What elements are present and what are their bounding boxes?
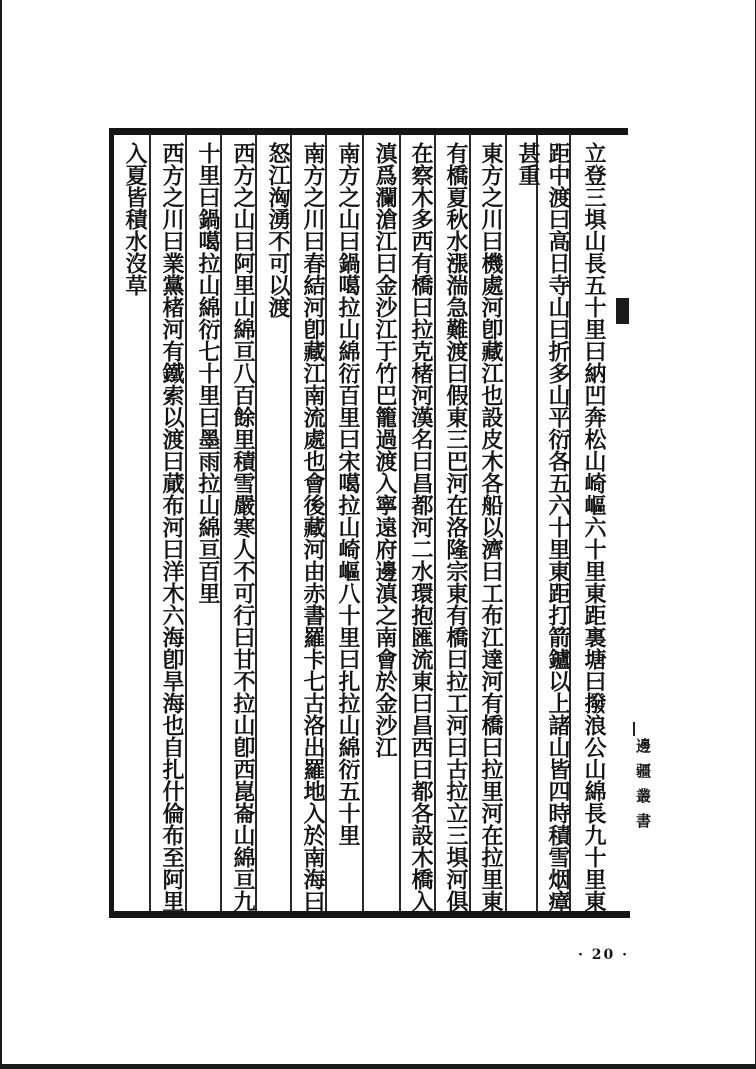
scan-edge-bottom: [0, 1064, 756, 1069]
margin-rule: [633, 722, 635, 736]
binding-mark: [616, 298, 629, 324]
column-divider: [149, 135, 151, 911]
column-divider: [362, 135, 364, 911]
text-column: 南方之川曰春結河卽藏江南流處也會後藏河由赤書羅卡七古洛出羅地入於南海曰: [300, 142, 326, 912]
text-column: 東方之川曰機處河卽藏江也設皮木各船以濟曰工布江達河有橋曰拉里河在拉里東: [478, 142, 504, 912]
text-column: 怒江洶湧不可以渡: [265, 142, 291, 318]
frame-bottom-border: [110, 911, 630, 918]
text-column: 西方之川曰業黨楮河有鐵索以渡曰蕆布河曰洋木六海卽旱海也自扎什倫布至阿里: [159, 142, 185, 912]
text-column: 甚重: [515, 142, 541, 186]
scan-edge-left: [0, 0, 2, 1069]
series-title: 邊疆叢書: [634, 738, 652, 838]
text-column: 有橋夏秋水漲湍急難渡曰假東三巴河在洛隆宗東有橋曰拉工河曰古拉立三埧河俱: [443, 142, 469, 912]
text-column: 西方之山曰阿里山綿亘八百餘里積雪嚴寒人不可行曰甘不拉山卽西崑崙山綿亘九: [230, 142, 256, 912]
page-number: · 20 ·: [578, 947, 629, 963]
text-column: 南方之山曰鍋噶拉山綿衍百里曰宋噶拉山崎嶇八十里曰扎拉山綿衍五十里: [335, 142, 361, 846]
text-column: 在察木多西有橋曰拉克楮河漢名曰昌都河二水環抱匯流東曰昌西曰都各設木橋入: [408, 142, 434, 912]
text-column: 十里曰鍋噶拉山綿衍七十里曰墨雨拉山綿亘百里: [195, 142, 221, 604]
text-column: 入夏皆積水沒草: [122, 142, 148, 296]
frame-top-border: [110, 128, 628, 135]
column-divider: [505, 135, 507, 911]
text-column: 立登三埧山長五十里曰納凹奔松山崎嶇六十里東距裏塘曰撥浪公山綿長九十里東: [581, 142, 607, 912]
frame-left-border: [109, 128, 114, 918]
text-column: 距中渡曰高日寺山曰折多山平衍各五六十里東距打箭鑪以上諸山皆四時積雪烟瘴: [545, 142, 571, 912]
text-column: 滇爲瀾滄江曰金沙江于竹巴籠過渡入寧遠府邊滇之南會於金沙江: [372, 142, 398, 758]
